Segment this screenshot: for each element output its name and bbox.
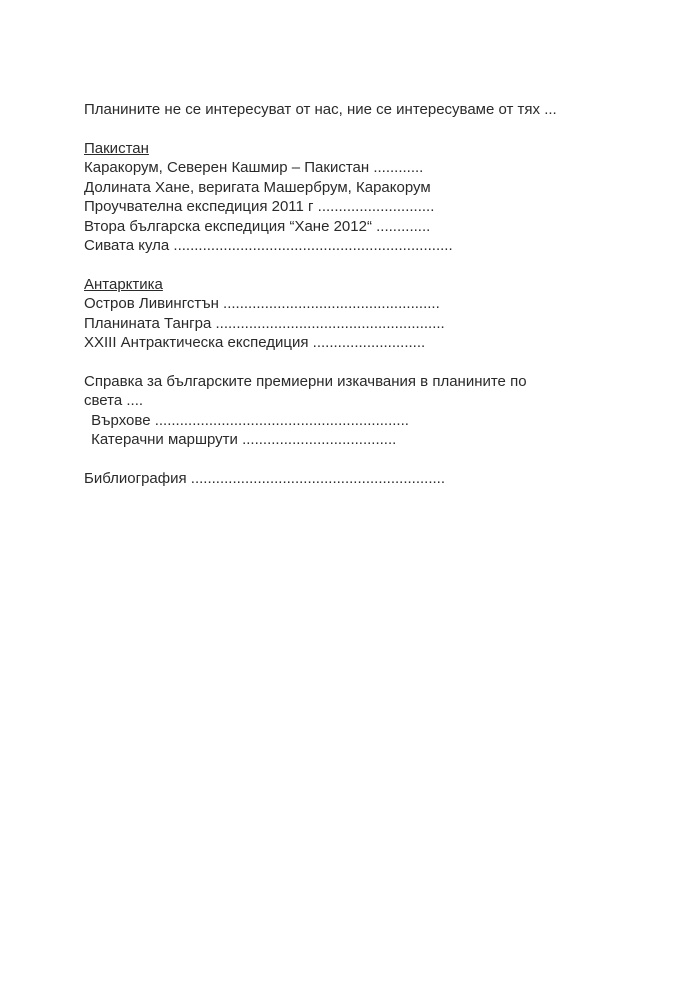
section-reference (84, 372, 644, 450)
toc-item: Проучвателна експедиция 2011 г ............................ (84, 198, 435, 215)
intro-line: Планините не се интересуват от нас, ние се интересуваме от тях ... (84, 101, 557, 118)
toc-item: Каракорум, Северен Кашмир – Пакистан ............ (84, 159, 424, 176)
toc-item: Сивата кула ................................................................... (84, 237, 453, 254)
toc-item: Планината Тангра ....................................................... (84, 314, 445, 332)
section-heading: Пакистан (84, 139, 149, 157)
bibliography-line: Библиография ............................................................. (84, 469, 445, 487)
toc-item: Долината Хане, веригата Машербрум, Каракорум (84, 178, 431, 196)
table-of-contents (84, 100, 644, 488)
toc-item: Катерачни маршрути ..................................... (87, 431, 397, 448)
toc-item: Остров Ливингстън .................................................... (84, 295, 440, 312)
toc-item: ХХІІІ Антрактическа експедиция ........................... (84, 334, 426, 351)
section-pakistan (84, 139, 644, 256)
toc-item: Втора българска експедиция “Хане 2012“ ............. (84, 217, 431, 235)
section-antarctica (84, 275, 644, 353)
reference-title: Справка за българските премиерни изкачвания в планините по (84, 372, 527, 390)
section-heading: Антарктика (84, 275, 163, 293)
toc-item: Върхове ............................................................. (87, 411, 409, 429)
reference-title-continued: света .... (84, 392, 144, 409)
